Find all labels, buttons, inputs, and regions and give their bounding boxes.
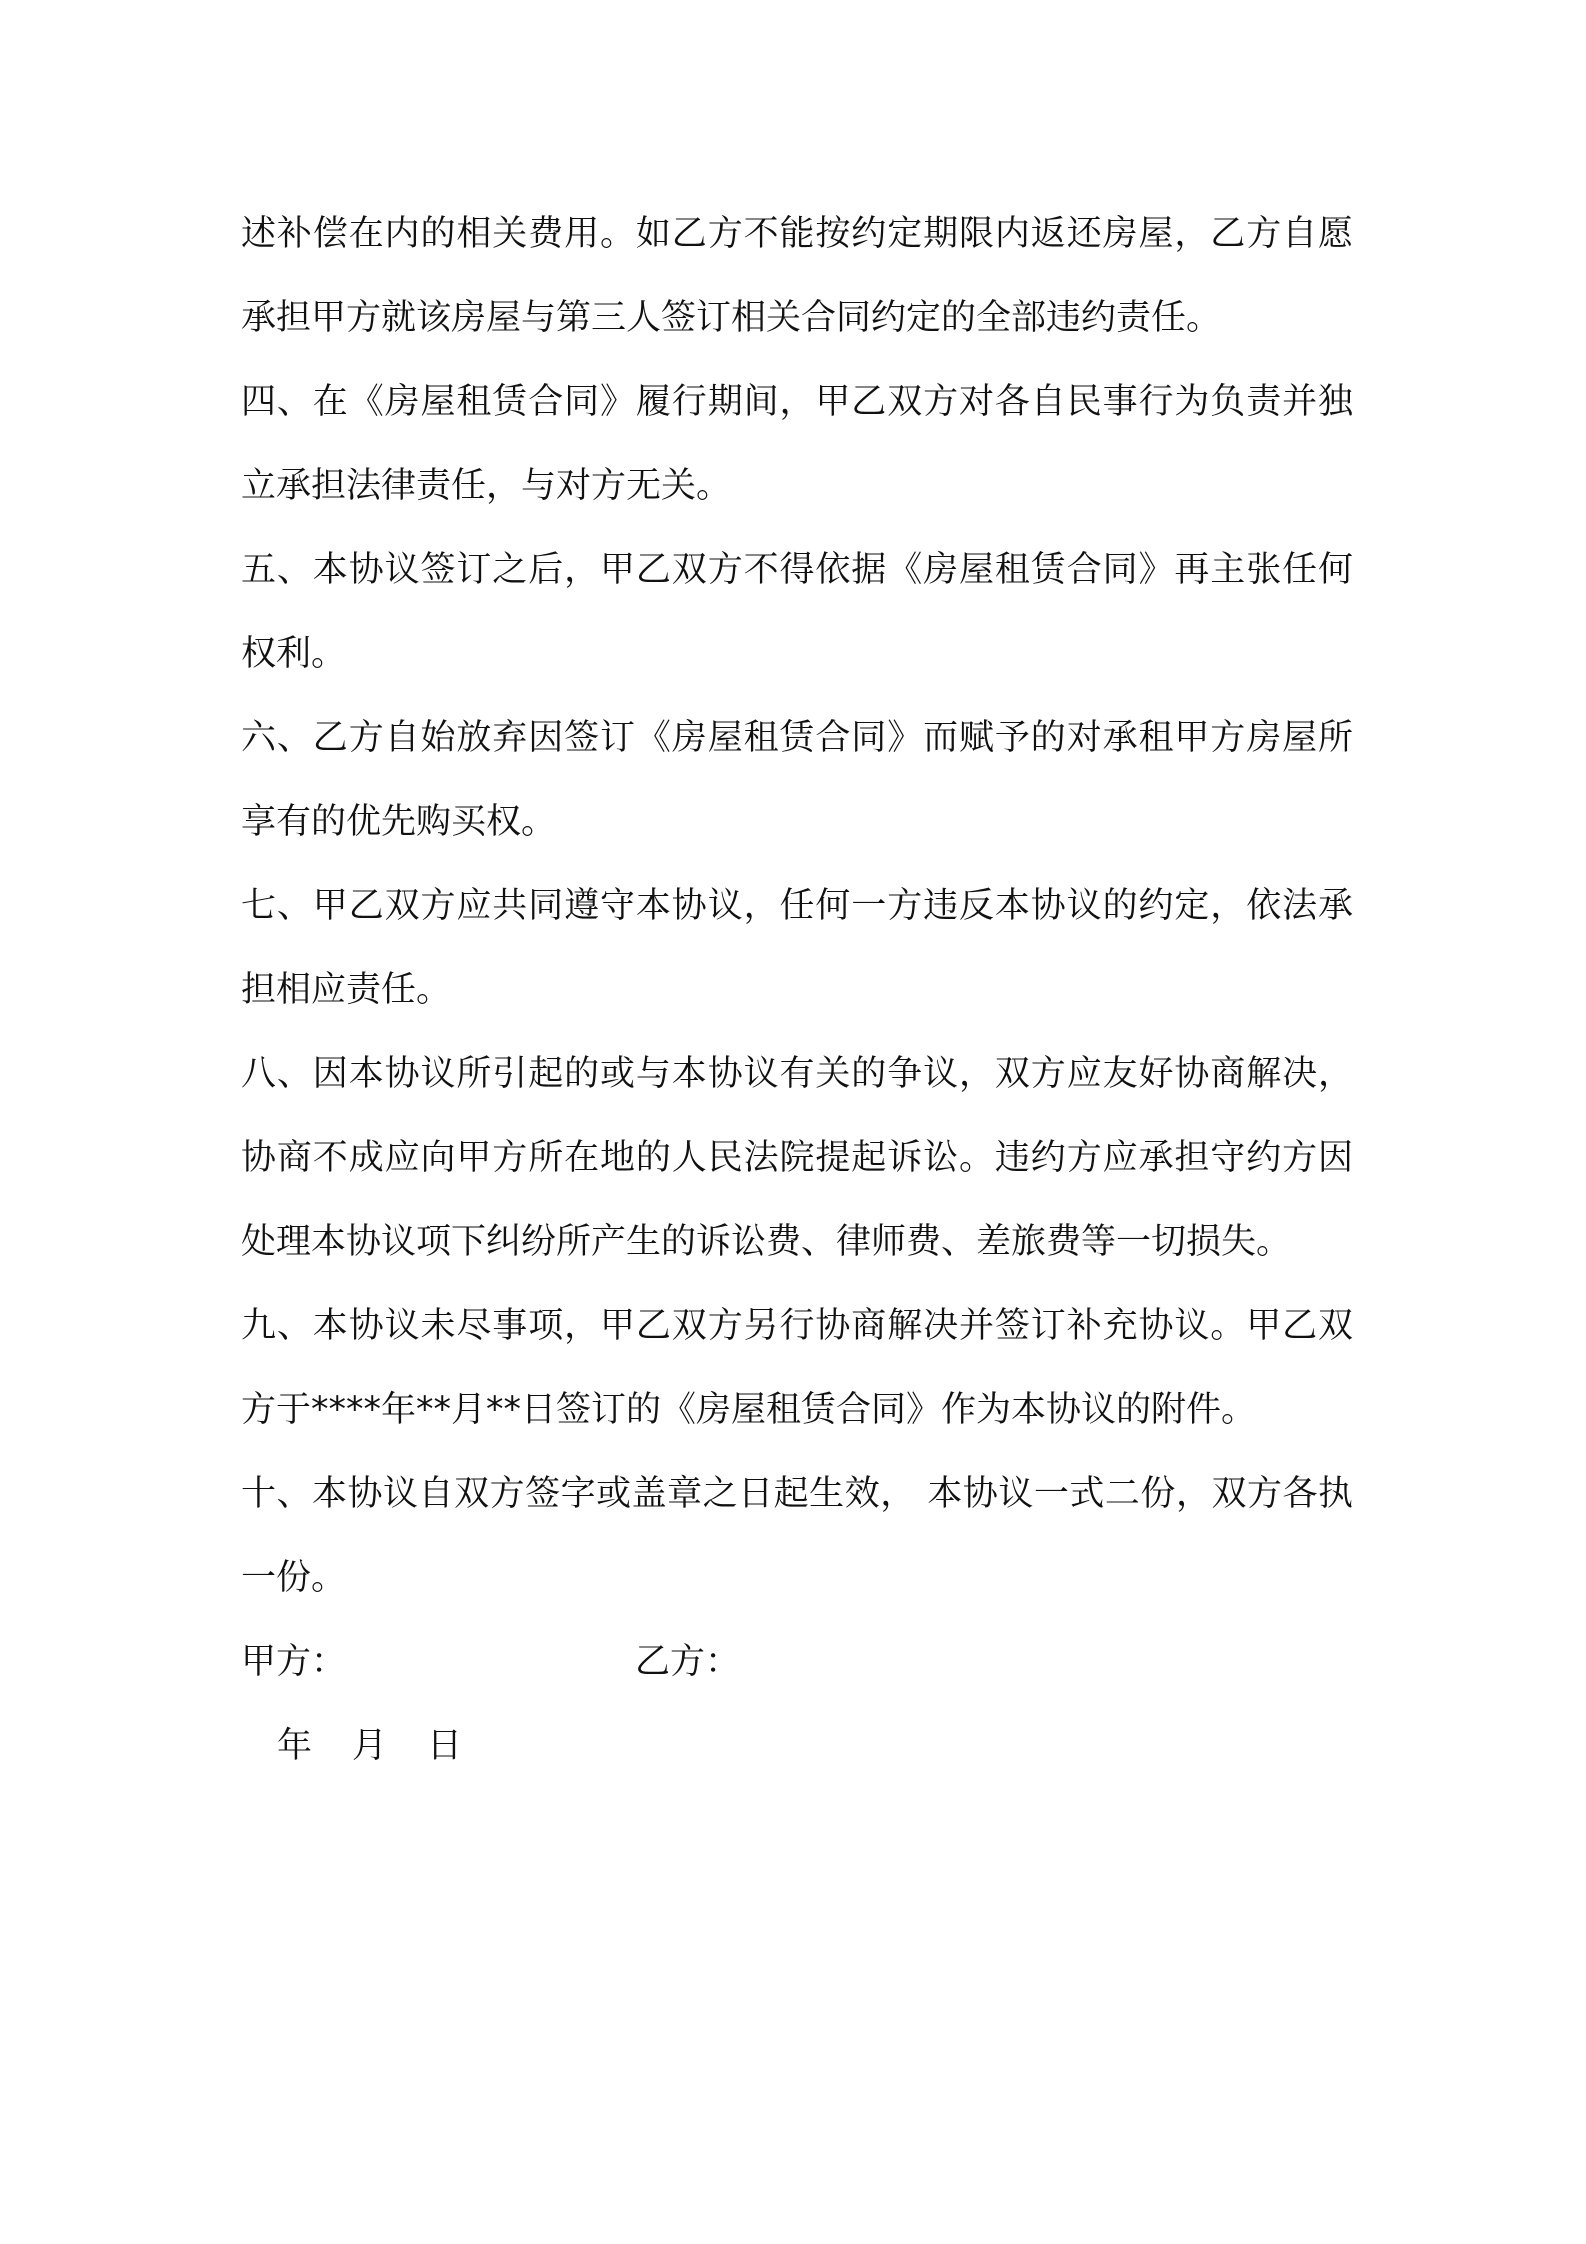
party-b-label: 乙方： <box>635 1642 741 1682</box>
clause-8: 八、因本协议所引起的或与本协议有关的争议，双方应友好协商解决，协商不成应向甲方所在地的人民法院提起诉讼。违约方应承担守约方因处理本协议项下纠纷所产生的诉讼费、律师费、差旅费等一切损失。 <box>241 1054 1353 1262</box>
clause-7: 七、甲乙双方应共同遵守本协议，任何一方违反本协议的约定，依法承担相应责任。 <box>241 886 1353 1010</box>
signature-line <box>241 1620 1353 1704</box>
party-a-label: 甲方： <box>241 1642 347 1682</box>
clause-4: 四、在《房屋租赁合同》履行期间，甲乙双方对各自民事行为负责并独立承担法律责任，与对方无关。 <box>241 382 1353 506</box>
clause-6: 六、乙方自始放弃因签订《房屋租赁合同》而赋予的对承租甲方房屋所享有的优先购买权。 <box>241 718 1353 842</box>
date-month: 月 <box>352 1726 388 1766</box>
clause-9: 九、本协议未尽事项，甲乙双方另行协商解决并签订补充协议。甲乙双方于****年**月**日签订的《房屋租赁合同》作为本协议的附件。 <box>241 1306 1353 1430</box>
date-year: 年 <box>277 1726 313 1766</box>
clause-5: 五、本协议签订之后，甲乙双方不得依据《房屋租赁合同》再主张任何权利。 <box>241 550 1353 674</box>
date-line <box>241 1704 1353 1788</box>
date-day: 日 <box>427 1726 463 1766</box>
clause-10: 十、本协议自双方签字或盖章之日起生效， 本协议一式二份，双方各执一份。 <box>241 1474 1353 1598</box>
agreement-body <box>241 192 1353 1788</box>
clause-compensation: 述补偿在内的相关费用。如乙方不能按约定期限内返还房屋，乙方自愿承担甲方就该房屋与第三人签订相关合同约定的全部违约责任。 <box>241 214 1353 338</box>
